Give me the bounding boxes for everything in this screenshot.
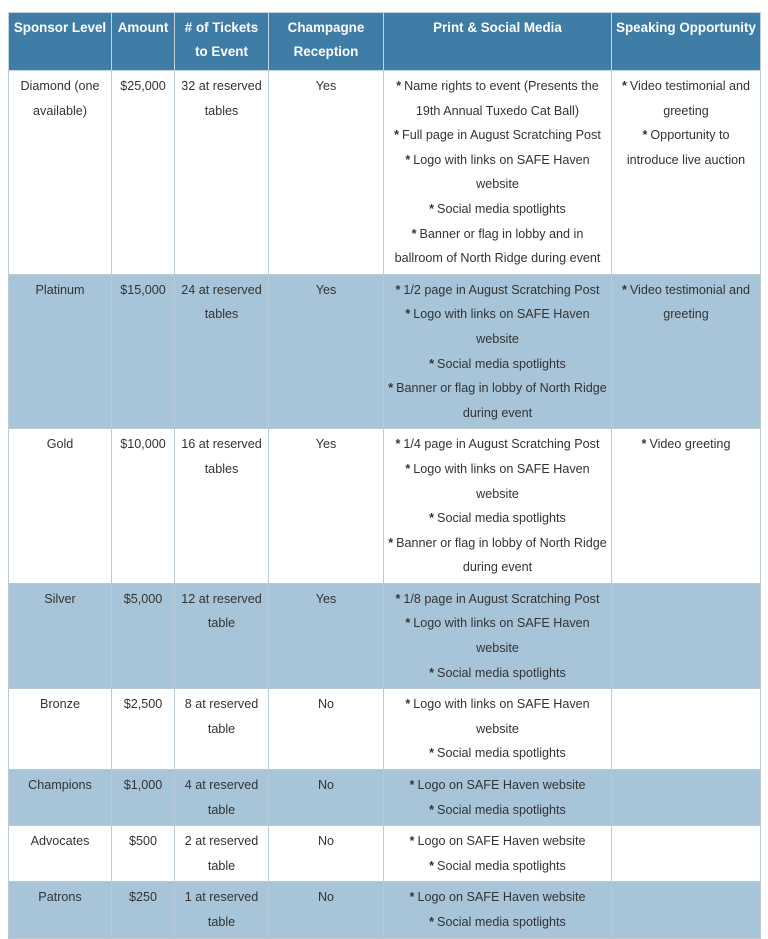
bullet-star-icon: * [642, 128, 648, 143]
bullet-text: Logo with links on SAFE Haven website [413, 307, 590, 346]
bullet-text: Logo with links on SAFE Haven website [413, 461, 590, 501]
bullet-text: Social media spotlights [437, 858, 566, 873]
bullet-star-icon: * [411, 226, 417, 241]
cell-print-social [384, 274, 612, 429]
cell-sponsor-level: Diamond (one available) [9, 71, 112, 275]
cell-speaking [612, 689, 761, 770]
cell-print-social [384, 689, 612, 770]
bullet-text: Social media spotlights [437, 802, 566, 817]
bullet-text: Video greeting [649, 437, 731, 452]
bullet-star-icon: * [388, 381, 394, 396]
cell-champagne: No [269, 826, 384, 882]
bullet-item [387, 506, 608, 531]
cell-champagne: No [269, 689, 384, 770]
bullet-text: Opportunity to introduce live auction [626, 128, 746, 167]
bullet-star-icon: * [429, 511, 435, 526]
bullet-text: Social media spotlights [437, 746, 566, 761]
table-row [9, 274, 761, 429]
bullet-item [615, 74, 757, 123]
cell-amount: $500 [112, 826, 175, 882]
bullet-star-icon: * [409, 890, 415, 905]
bullet-item [387, 798, 608, 823]
bullet-star-icon: * [395, 282, 401, 297]
cell-sponsor-level: Bronze [9, 689, 112, 770]
bullet-text: 1/2 page in August Scratching Post [403, 282, 600, 297]
cell-amount: $5,000 [112, 583, 175, 688]
bullet-text: Logo with links on SAFE Haven website [413, 152, 590, 192]
cell-sponsor-level: Silver [9, 583, 112, 688]
bullet-star-icon: * [405, 307, 411, 322]
bullet-star-icon: * [409, 778, 415, 793]
bullet-star-icon: * [429, 915, 435, 929]
cell-sponsor-level: Advocates [9, 826, 112, 882]
cell-speaking [612, 583, 761, 688]
bullet-item [387, 74, 608, 123]
bullet-item [387, 352, 608, 377]
table-row [9, 882, 761, 938]
bullet-item [615, 123, 757, 172]
bullet-star-icon: * [405, 697, 411, 712]
table-row [9, 826, 761, 882]
bullet-star-icon: * [394, 128, 400, 143]
cell-print-social [384, 429, 612, 584]
bullet-text: Full page in August Scratching Post [402, 128, 601, 143]
bullet-item [387, 741, 608, 766]
cell-champagne: Yes [269, 583, 384, 688]
cell-speaking [612, 826, 761, 882]
bullet-item [387, 376, 608, 425]
bullet-text: Video testimonial and greeting [629, 282, 751, 322]
bullet-item [387, 854, 608, 879]
bullet-text: Logo with links on SAFE Haven website [413, 697, 590, 736]
cell-amount: $250 [112, 882, 175, 938]
bullet-text: Social media spotlights [437, 511, 566, 526]
cell-print-social [384, 882, 612, 938]
cell-amount: $1,000 [112, 770, 175, 826]
bullet-item [387, 197, 608, 222]
header-print-social: Print & Social Media [384, 13, 612, 71]
bullet-item [387, 829, 608, 854]
bullet-star-icon: * [641, 437, 647, 452]
bullet-star-icon: * [429, 665, 435, 680]
table-row [9, 583, 761, 688]
cell-tickets: 4 at reserved table [175, 770, 269, 826]
bullet-item [387, 278, 608, 303]
bullet-item [615, 278, 757, 327]
bullet-star-icon: * [405, 616, 411, 631]
bullet-star-icon: * [409, 834, 415, 849]
bullet-item [387, 457, 608, 506]
bullet-star-icon: * [429, 356, 435, 371]
bullet-text: 1/8 page in August Scratching Post [403, 591, 600, 606]
cell-speaking [612, 429, 761, 584]
bullet-text: Logo on SAFE Haven website [417, 778, 586, 793]
bullet-item [387, 692, 608, 741]
bullet-item [615, 432, 757, 457]
bullet-item [387, 661, 608, 686]
bullet-item [387, 148, 608, 197]
cell-tickets: 16 at reserved tables [175, 429, 269, 584]
bullet-item [387, 222, 608, 271]
cell-tickets: 1 at reserved table [175, 882, 269, 938]
cell-tickets: 12 at reserved table [175, 583, 269, 688]
table-row [9, 429, 761, 584]
cell-amount: $25,000 [112, 71, 175, 275]
cell-print-social [384, 71, 612, 275]
table-row [9, 689, 761, 770]
bullet-text: Name rights to event (Presents the 19th Annual Tuxedo Cat Ball) [404, 79, 599, 118]
cell-amount: $15,000 [112, 274, 175, 429]
bullet-text: Banner or flag in lobby of North Ridge during event [396, 381, 607, 420]
bullet-text: 1/4 page in August Scratching Post [403, 437, 600, 452]
cell-print-social [384, 826, 612, 882]
bullet-star-icon: * [429, 201, 435, 216]
cell-print-social [384, 770, 612, 826]
cell-tickets: 32 at reserved tables [175, 71, 269, 275]
bullet-text: Logo on SAFE Haven website [417, 834, 586, 849]
table-body [9, 71, 761, 939]
bullet-star-icon: * [429, 858, 435, 873]
bullet-text: Banner or flag in lobby and in ballroom of North Ridge during event [394, 226, 601, 266]
bullet-text: Social media spotlights [437, 915, 566, 929]
cell-speaking [612, 882, 761, 938]
bullet-text: Social media spotlights [437, 201, 566, 216]
bullet-item [387, 587, 608, 612]
header-tickets: # of Tickets to Event [175, 13, 269, 71]
cell-print-social [384, 583, 612, 688]
table-row [9, 71, 761, 275]
cell-sponsor-level: Platinum [9, 274, 112, 429]
sponsor-table [8, 12, 761, 939]
cell-champagne: Yes [269, 274, 384, 429]
bullet-text: Banner or flag in lobby of North Ridge during event [396, 535, 607, 575]
bullet-star-icon: * [405, 461, 411, 476]
bullet-text: Social media spotlights [437, 356, 566, 371]
bullet-star-icon: * [621, 79, 627, 93]
bullet-item [387, 531, 608, 580]
bullet-item [387, 302, 608, 351]
bullet-star-icon: * [621, 282, 627, 297]
bullet-star-icon: * [429, 802, 435, 817]
cell-champagne: No [269, 882, 384, 938]
cell-sponsor-level: Gold [9, 429, 112, 584]
bullet-star-icon: * [405, 152, 411, 167]
bullet-item [387, 432, 608, 457]
header-sponsor-level: Sponsor Level [9, 13, 112, 71]
cell-tickets: 24 at reserved tables [175, 274, 269, 429]
bullet-item [387, 885, 608, 910]
bullet-star-icon: * [395, 437, 401, 452]
cell-sponsor-level: Patrons [9, 882, 112, 938]
cell-amount: $2,500 [112, 689, 175, 770]
header-speaking: Speaking Opportunity [612, 13, 761, 71]
cell-speaking [612, 274, 761, 429]
bullet-text: Logo with links on SAFE Haven website [413, 616, 590, 656]
cell-speaking [612, 770, 761, 826]
header-amount: Amount [112, 13, 175, 71]
cell-champagne: Yes [269, 71, 384, 275]
cell-speaking [612, 71, 761, 275]
bullet-star-icon: * [388, 535, 394, 550]
cell-amount: $10,000 [112, 429, 175, 584]
bullet-text: Video testimonial and greeting [629, 79, 751, 118]
bullet-item [387, 910, 608, 935]
cell-tickets: 2 at reserved table [175, 826, 269, 882]
bullet-star-icon: * [395, 591, 401, 606]
cell-sponsor-level: Champions [9, 770, 112, 826]
bullet-text: Social media spotlights [437, 665, 566, 680]
bullet-item [387, 773, 608, 798]
header-row [9, 13, 761, 71]
header-champagne: Champagne Reception [269, 13, 384, 71]
bullet-item [387, 123, 608, 148]
cell-tickets: 8 at reserved table [175, 689, 269, 770]
table-row [9, 770, 761, 826]
bullet-text: Logo on SAFE Haven website [417, 890, 586, 905]
cell-champagne: No [269, 770, 384, 826]
cell-champagne: Yes [269, 429, 384, 584]
bullet-star-icon: * [429, 746, 435, 761]
bullet-star-icon: * [396, 79, 402, 93]
bullet-item [387, 611, 608, 660]
